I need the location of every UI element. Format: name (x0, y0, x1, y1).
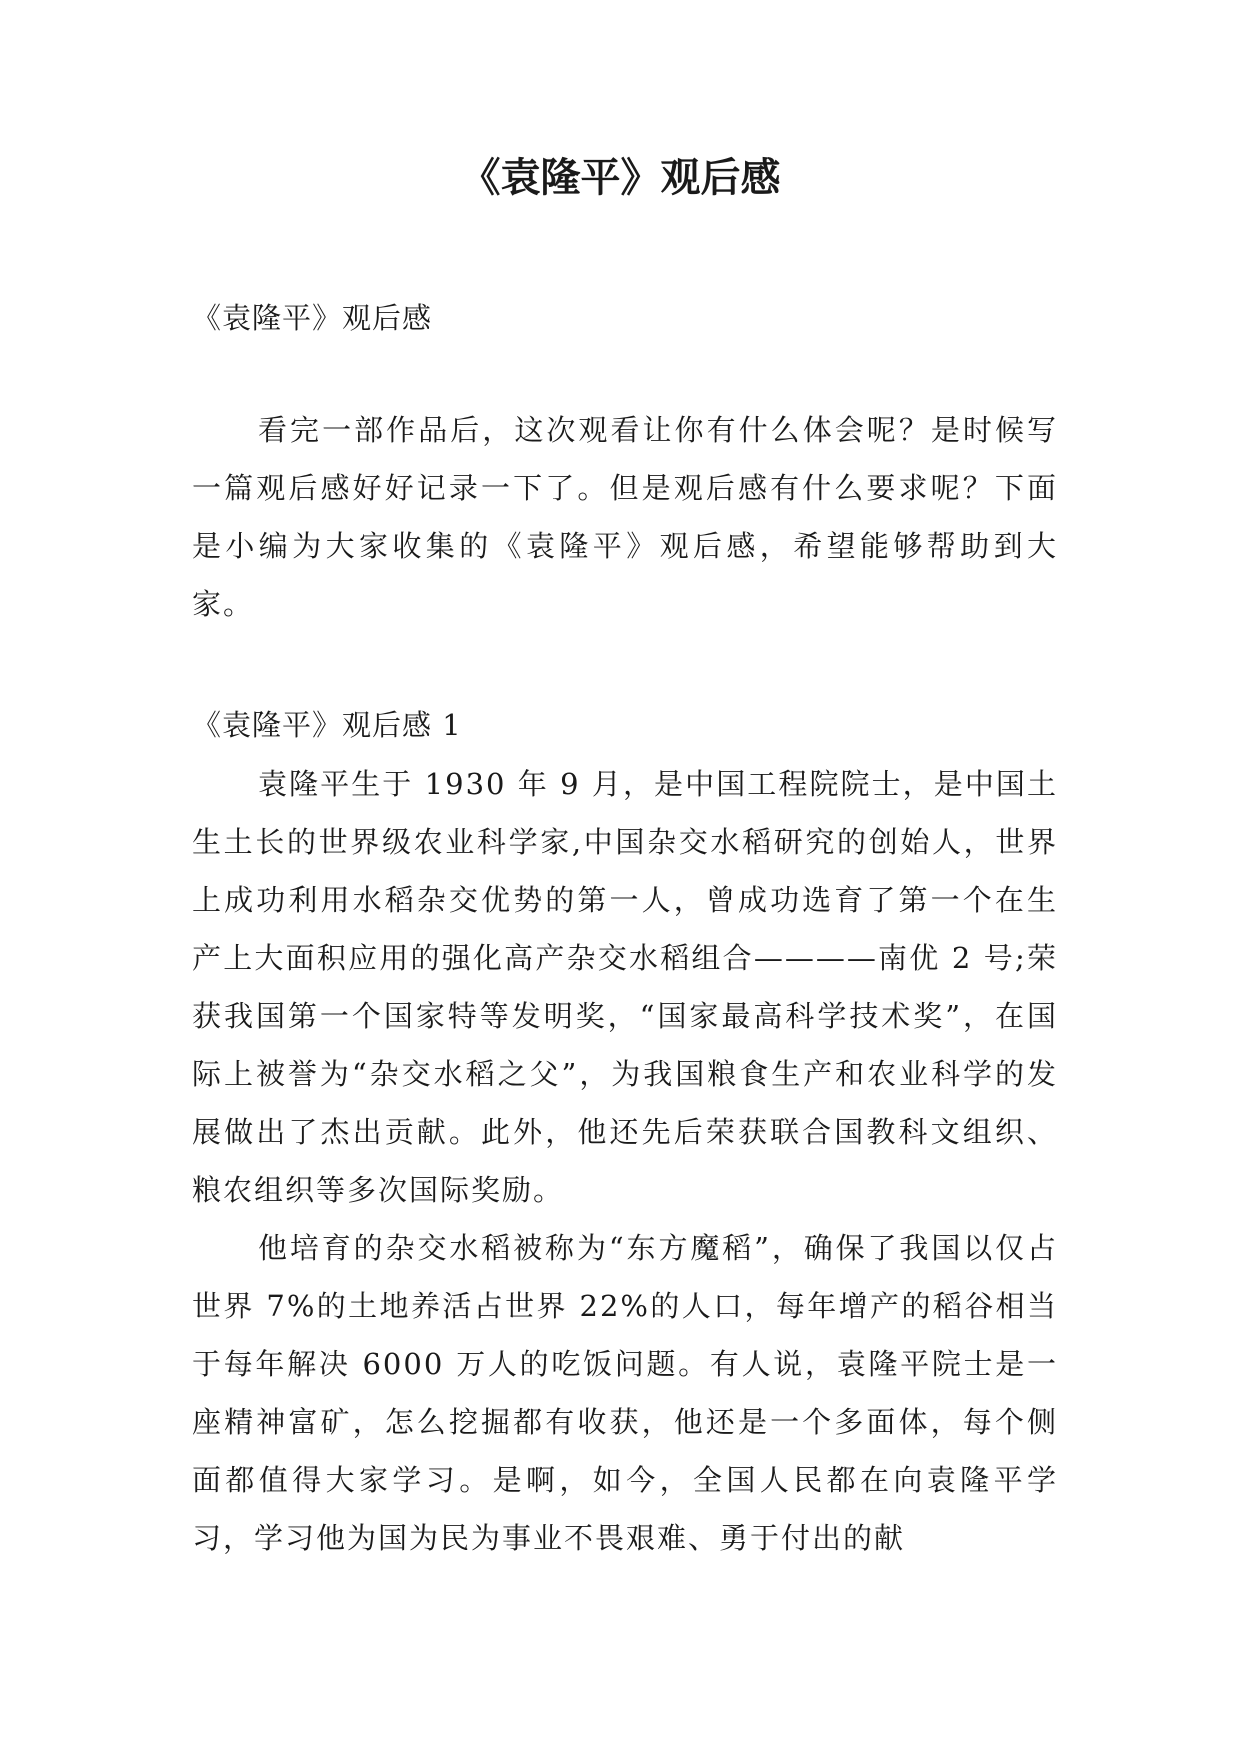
essay-heading: 《袁隆平》观后感 1 (192, 708, 462, 742)
intro-paragraph: 看完一部作品后，这次观看让你有什么体会呢？是时候写一篇观后感好好记录一下了。但是观后感有什么要求呢？下面是小编为大家收集的《袁隆平》观后感，希望能够帮助到大家。 (192, 413, 1058, 621)
essay-paragraph-2: 他培育的杂交水稻被称为“东方魔稻”，确保了我国以仅占世界 7%的土地养活占世界 22%的人口，每年增产的稻谷相当于每年解决 6000 万人的吃饭问题。有人说，袁隆平院士是一座精神富矿，怎么挖掘都有收获，他还是一个多面体，每个侧面都值得大家学习。是啊，如今，全国人民都在向袁隆平学习，学习他为国为民为事业不畏艰难、勇于付出的献 (192, 1231, 1058, 1555)
document-subtitle: 《袁隆平》观后感 (192, 301, 433, 335)
essay-paragraph-1: 袁隆平生于 1930 年 9 月，是中国工程院院士，是中国土生土长的世界级农业科学家,中国杂交水稻研究的创始人，世界上成功利用水稻杂交优势的第一人，曾成功选育了第一个在生产上大面积应用的强化高产杂交水稻组合————南优 2 号;荣获我国第一个国家特等发明奖，“国家最高科学技术奖”，在国际上被誉为“杂交水稻之父”，为我国粮食生产和农业科学的发展做出了杰出贡献。此外，他还先后荣获联合国教科文组织、粮农组织等多次国际奖励。 (192, 767, 1058, 1207)
essay-body (192, 755, 1058, 1567)
page-title: 《袁隆平》观后感 (460, 155, 781, 201)
